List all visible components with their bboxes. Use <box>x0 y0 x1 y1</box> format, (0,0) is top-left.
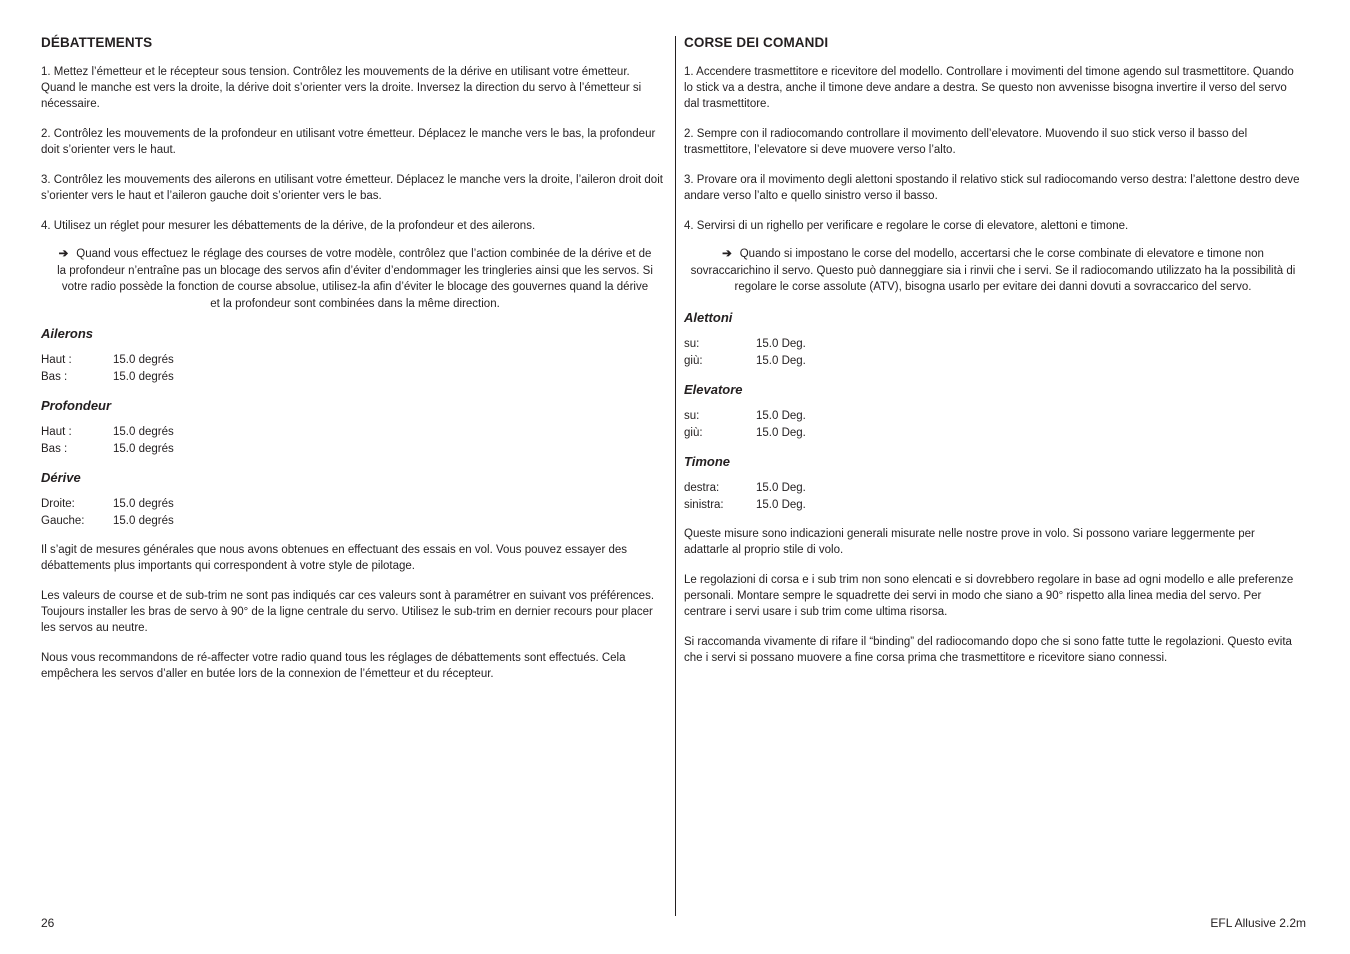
rebind-paragraph: Nous vous recommandons de ré-affecter votre radio quand tous les réglages de débattements sont effectués. Cela empêchera les servos d’aller en butée lors de la connexion de l’émetteur et du récepteur. <box>41 652 626 680</box>
italian-column <box>684 36 1302 680</box>
ailerons-table <box>41 352 174 386</box>
elevatore-title: Elevatore <box>684 381 743 397</box>
label: Bas : <box>41 443 68 455</box>
step-4: 4. Servirsi di un righello per verificare e regolare le corse di elevatore, alettoni e timone. <box>684 220 1129 232</box>
step-1: 1. Mettez l’émetteur et le récepteur sous tension. Contrôlez les mouvements de la dérive en utilisant votre émetteur. Quand le manche est vers la droite, la dérive doit s’orienter vers la droite. Inversez la direction du servo à l’émetteur si nécessaire. <box>41 66 642 110</box>
ailerons-title: Ailerons <box>41 326 94 341</box>
timone-title: Timone <box>684 453 730 469</box>
label: giù: <box>684 426 703 439</box>
value: 15.0 Deg. <box>756 354 806 367</box>
page-number: 26 <box>41 916 55 930</box>
value: 15.0 Deg. <box>756 337 806 350</box>
label: su: <box>684 337 700 350</box>
label: giù: <box>684 354 703 367</box>
value: 15.0 degrés <box>113 371 174 383</box>
table-row <box>684 497 806 514</box>
value: 15.0 Deg. <box>756 481 806 494</box>
table-row <box>41 513 174 530</box>
tip-note <box>684 246 1302 296</box>
arrow-right-icon: ➔ <box>58 248 69 260</box>
step-3: 3. Provare ora il movimento degli alettoni spostando il relativo stick sul radiocomando verso destra: l’alettone destro deve andare verso l’alto e quello sinistro verso il basso. <box>684 174 1300 202</box>
value: 15.0 Deg. <box>756 426 806 439</box>
arrow-right-icon: ➔ <box>722 248 732 260</box>
table-row <box>684 480 806 497</box>
value: 15.0 Deg. <box>756 409 806 422</box>
alettoni-table <box>684 336 806 370</box>
table-row <box>41 369 174 386</box>
value: 15.0 degrés <box>113 515 174 527</box>
value: 15.0 degrés <box>113 354 174 366</box>
column-divider <box>675 36 676 916</box>
table-row <box>41 424 174 441</box>
step-3: 3. Contrôlez les mouvements des ailerons en utilisant votre émetteur. Déplacez le manche vers la droite, l’aileron droit doit s’orienter vers le haut et l’aileron gauche doit s’orienter vers le bas. <box>41 174 663 202</box>
table-row <box>684 408 806 425</box>
value: 15.0 Deg. <box>756 498 806 511</box>
derive-table <box>41 496 174 530</box>
section-heading: DÉBATTEMENTS <box>41 35 153 50</box>
profondeur-table <box>41 424 174 458</box>
general-measures-paragraph: Il s’agit de mesures générales que nous avons obtenues en effectuant des essais en vol. Vous pouvez essayer des débattements plus importants qui correspondent à votre style de pilotage. <box>41 544 628 572</box>
alettoni-title: Alettoni <box>684 309 733 325</box>
table-row <box>41 441 174 458</box>
product-name: EFL Allusive 2.2m <box>1210 916 1306 930</box>
french-column <box>41 36 663 696</box>
step-1: 1. Accendere trasmettitore e ricevitore del modello. Controllare i movimenti del timone agendo sul trasmettitore. Quando lo stick va a destra, anche il timone deve andare a destra. Se questo non avvenisse bisogna invertire il verso del servo dal trasmettitore. <box>684 66 1294 110</box>
table-row <box>684 353 806 370</box>
elevatore-table <box>684 408 806 442</box>
derive-title: Dérive <box>41 470 81 485</box>
tip-text: Quando si impostano le corse del modello, accertarsi che le corse combinate di elevatore e timone non sovraccarichino il servo. Questo può danneggiare sia i rinvii che i servi. Se il radiocomando utilizzato ha la possibilità di regolare le corse assolute (ATV), bisogna usarlo per evitare dei danni dovuti a sovraccarico del servo. <box>690 248 1296 293</box>
timone-table <box>684 480 806 514</box>
table-row <box>41 352 174 369</box>
general-measures-paragraph: Queste misure sono indicazioni generali misurate nelle nostre prove in volo. Si possono variare leggermente per adattarle al proprio stile di volo. <box>684 527 1255 556</box>
label: Gauche: <box>41 515 85 527</box>
step-2: 2. Contrôlez les mouvements de la profondeur en utilisant votre émetteur. Déplacez le manche vers le bas, la profondeur doit s’orienter vers le haut. <box>41 128 656 156</box>
subtrim-paragraph: Le regolazioni di corsa e i sub trim non sono elencati e si dovrebbero regolare in base ad ogni modello e alle preferenze personali. Montare sempre le squadrette dei servi in modo che siano a 90° rispetto alla linea media del servo. Per centrare i servi usare i sub trim come ultima risorsa. <box>684 573 1294 618</box>
table-row <box>684 425 806 442</box>
section-heading: CORSE DEI COMANDI <box>684 35 829 50</box>
subtrim-paragraph: Les valeurs de course et de sub-trim ne sont pas indiqués car ces valeurs sont à paramétrer en suivant vos préférences. Toujours installer les bras de servo à 90° de la ligne centrale du servo. Utilisez le sub-trim en dernier recours pour placer les servos au neutre. <box>41 590 655 634</box>
value: 15.0 degrés <box>113 426 174 438</box>
step-4: 4. Utilisez un réglet pour mesurer les débattements de la dérive, de la profondeur et des ailerons. <box>41 220 536 232</box>
table-row <box>41 496 174 513</box>
label: Droite: <box>41 498 75 510</box>
tip-note <box>41 246 663 312</box>
label: Haut : <box>41 426 72 438</box>
label: sinistra: <box>684 498 724 511</box>
table-row <box>684 336 806 353</box>
rebind-paragraph: Si raccomanda vivamente di rifare il “binding” del radiocomando dopo che si sono fatte tutte le regolazioni. Questo evita che i servi si possano muovere a fine corsa prima che trasmettitore e ricevitore siano connessi. <box>684 635 1292 664</box>
profondeur-title: Profondeur <box>41 398 112 413</box>
label: destra: <box>684 481 720 494</box>
value: 15.0 degrés <box>113 443 174 455</box>
tip-text: Quand vous effectuez le réglage des courses de votre modèle, contrôlez que l’action combinée de la dérive et de la profondeur n’entraîne pas un blocage des servos afin d’éviter d’endommager les tringleries ainsi que les servos. Si votre radio possède la fonction de course absolue, utilisez-la afin d’éviter le blocage des gouvernes quand la dérive et la profondeur sont combinées dans la même direction. <box>57 248 653 310</box>
label: su: <box>684 409 700 422</box>
value: 15.0 degrés <box>113 498 174 510</box>
label: Haut : <box>41 354 72 366</box>
label: Bas : <box>41 371 68 383</box>
step-2: 2. Sempre con il radiocomando controllare il movimento dell’elevatore. Muovendo il suo stick verso il basso del trasmettitore, l’elevatore si deve muovere verso l’alto. <box>684 128 1248 156</box>
